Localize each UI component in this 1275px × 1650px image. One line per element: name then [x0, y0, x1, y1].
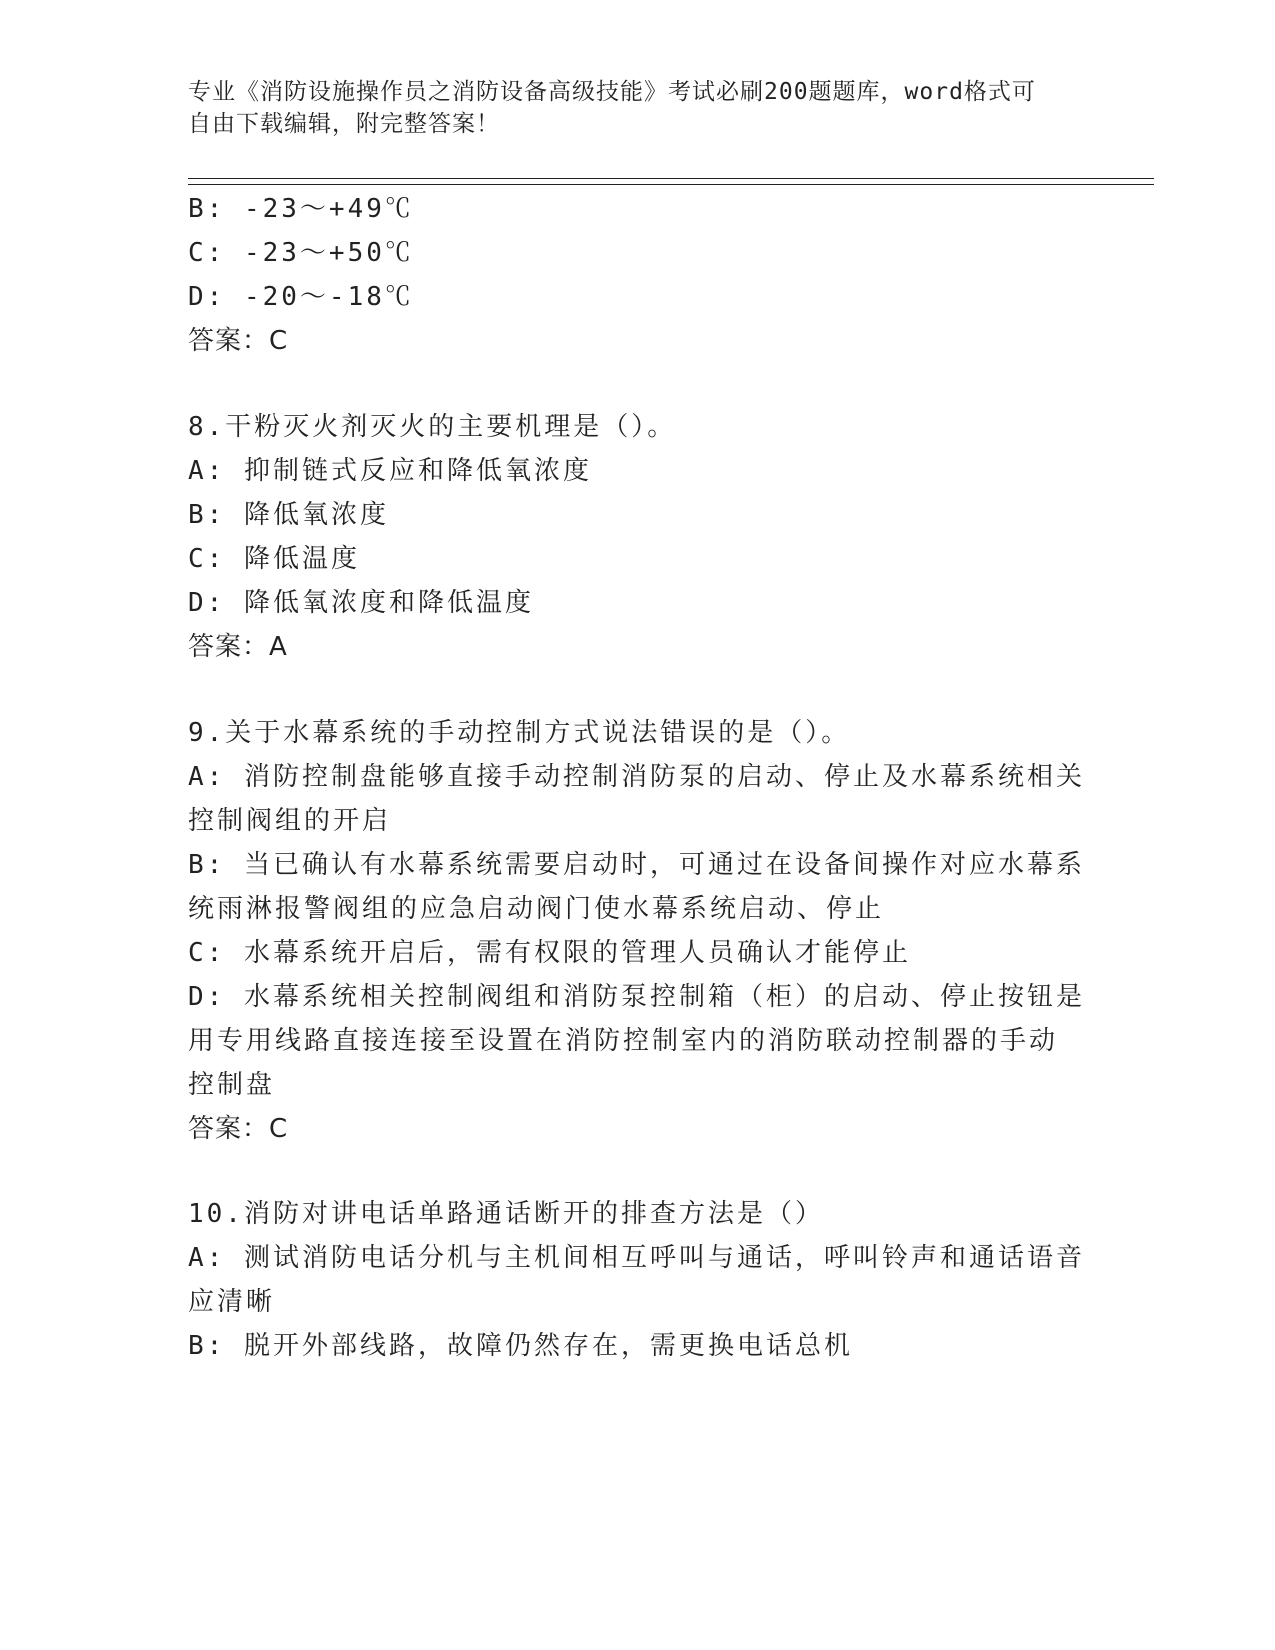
q7-option-d: D: -20～-18℃ [188, 282, 414, 312]
q8-option-c: C: 降低温度 [188, 544, 360, 574]
q9-option-b-line-1: B: 当已确认有水幕系统需要启动时，可通过在设备间操作对应水幕系 [188, 850, 1085, 880]
q8-option-b: B: 降低氧浓度 [188, 500, 389, 530]
page-header [188, 76, 1088, 140]
q9-option-d-line-1: D: 水幕系统相关控制阀组和消防泵控制箱（柜）的启动、停止按钮是 [188, 982, 1085, 1012]
q9-option-d-line-2: 用专用线路直接连接至设置在消防控制室内的消防联动控制器的手动 [188, 1026, 1059, 1056]
q10-option-a-line-1: A: 测试消防电话分机与主机间相互呼叫与通话，呼叫铃声和通话语音 [188, 1243, 1085, 1273]
q8-question: 8.干粉灭火剂灭火的主要机理是（）。 [188, 412, 677, 442]
q9-option-b-line-2: 统雨淋报警阀组的应急启动阀门使水幕系统启动、停止 [188, 894, 885, 924]
q9-option-a-line-1: A: 消防控制盘能够直接手动控制消防泵的启动、停止及水幕系统相关 [188, 762, 1085, 792]
q9-question: 9.关于水幕系统的手动控制方式说法错误的是（）。 [188, 718, 851, 748]
q7-option-b: B: -23～+49℃ [188, 194, 414, 224]
q10-option-b: B: 脱开外部线路，故障仍然存在，需更换电话总机 [188, 1331, 853, 1361]
q10-question: 10.消防对讲电话单路通话断开的排查方法是（） [188, 1199, 824, 1229]
q9-option-a-line-2: 控制阀组的开启 [188, 806, 392, 836]
q7-answer: 答案：C [188, 326, 289, 356]
q10-option-a-line-2: 应清晰 [188, 1287, 276, 1317]
q8-option-d: D: 降低氧浓度和降低温度 [188, 588, 534, 618]
q7-option-c: C: -23～+50℃ [188, 238, 414, 268]
header-line-2: 自由下载编辑，附完整答案！ [188, 111, 500, 137]
header-line-1: 专业《消防设施操作员之消防设备高级技能》考试必刷200题题库，word格式可 [188, 79, 1036, 105]
q8-option-a: A: 抑制链式反应和降低氧浓度 [188, 456, 592, 486]
q8-answer: 答案：A [188, 632, 288, 662]
q9-option-c: C: 水幕系统开启后，需有权限的管理人员确认才能停止 [188, 938, 911, 968]
q9-option-d-line-3: 控制盘 [188, 1070, 276, 1100]
header-divider [188, 178, 1154, 185]
q9-answer: 答案：C [188, 1114, 289, 1144]
